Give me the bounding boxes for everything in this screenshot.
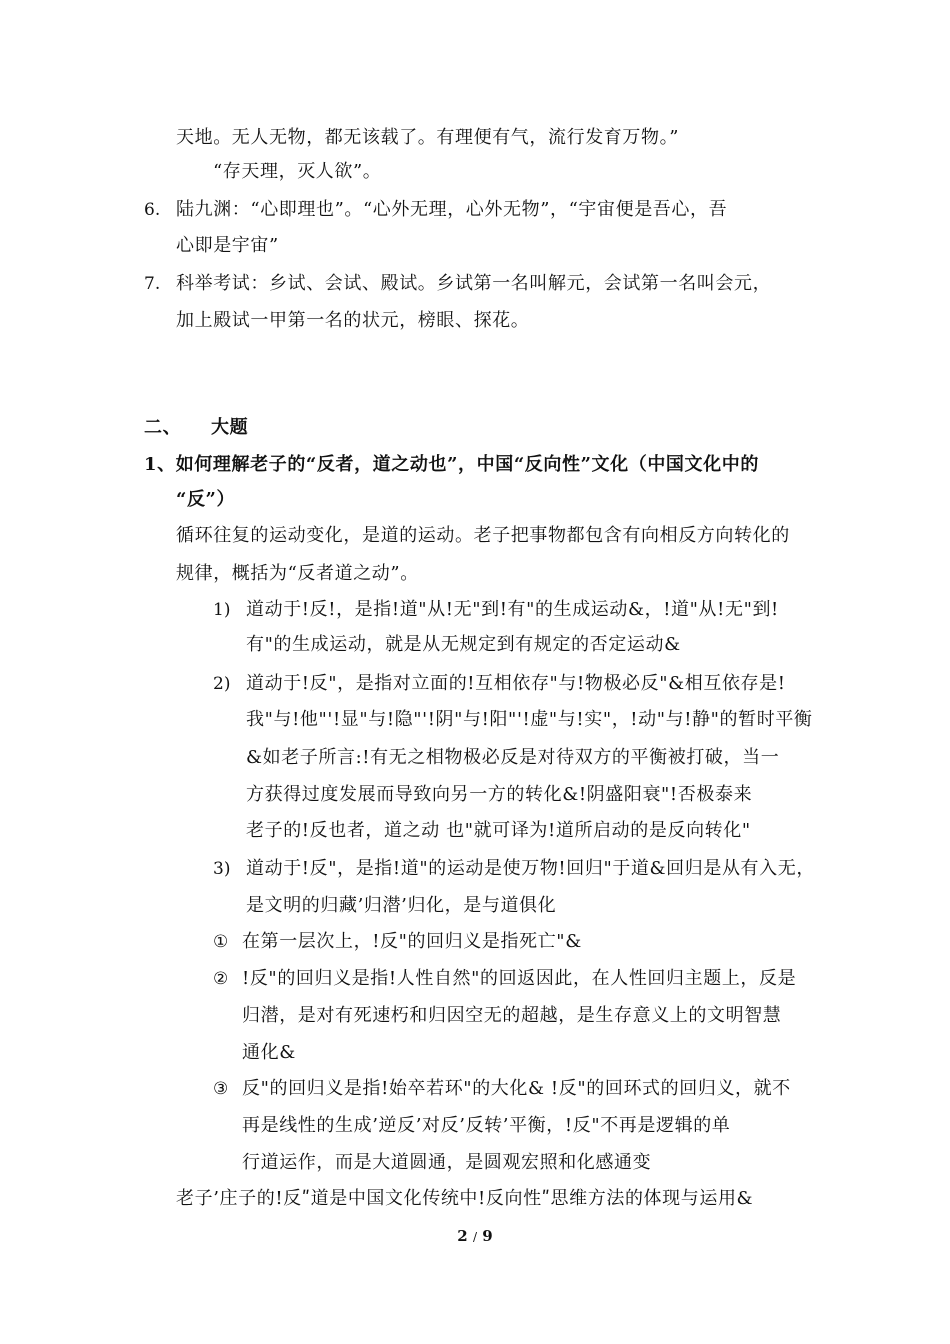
- list-item-number: 6.: [144, 200, 161, 220]
- page-separator: /: [472, 1230, 478, 1244]
- point-text: 有"的生成运动，就是从无规定到有规定的否定运动&: [246, 634, 681, 655]
- point-text: 道动于!反"，是指对立面的!互相依存"与!物极必反"&相互依存是!: [246, 673, 786, 694]
- total-pages: 9: [482, 1227, 493, 1245]
- page-number: [0, 1226, 950, 1247]
- circled-number: ③: [213, 1079, 229, 1099]
- intro-line-1: 天地。无人无物，都无该载了。有理便有气，流行发育万物。”: [176, 127, 679, 148]
- question-title: “反”）: [176, 489, 236, 510]
- circled-number: ①: [213, 932, 229, 952]
- circled-text: 归潜，是对有死速朽和归因空无的超越，是生存意义上的文明智慧: [242, 1005, 782, 1026]
- point-number: 3): [213, 859, 231, 879]
- point-text: 是文明的归藏’归潜’归化，是与道俱化: [246, 895, 557, 916]
- section-title: 大题: [211, 417, 249, 438]
- point-text: 道动于!反!，是指!道"从!无"到!有"的生成运动&，!道"从!无"到!: [246, 599, 779, 620]
- current-page: 2: [457, 1227, 468, 1245]
- question-title: 1、如何理解老子的“反者，道之动也”，中国“反向性”文化（中国文化中的: [144, 454, 759, 475]
- circled-text: !反"的回归义是指!人性自然"的回返因此，在人性回归主题上，反是: [242, 968, 797, 989]
- list-item-text: 陆九渊：“心即理也”。“心外无理，心外无物”，“宇宙便是吾心，吾: [176, 199, 728, 220]
- point-text: &如老子所言:!有无之相物极必反是对待双方的平衡被打破，当一: [246, 747, 780, 768]
- list-item-text: 加上殿试一甲第一名的状元，榜眼、探花。: [176, 310, 530, 331]
- circled-number: ②: [213, 969, 229, 989]
- point-text: 道动于!反"，是指!道"的运动是使万物!回归"于道&回归是从有入无，: [246, 858, 815, 879]
- circled-text: 在第一层次上，!反"的回归义是指死亡"&: [242, 931, 582, 952]
- answer-paragraph: 规律，概括为“反者道之动”。: [176, 563, 419, 584]
- list-item-number: 7.: [144, 274, 161, 294]
- list-item-text: 科举考试：乡试、会试、殿试。乡试第一名叫解元，会试第一名叫会元，: [176, 273, 772, 294]
- circled-text: 通化&: [242, 1042, 296, 1063]
- point-text: 老子的!反也者，道之动 也"就可译为!道所启动的是反向转化": [246, 820, 751, 841]
- answer-paragraph: 循环往复的运动变化，是道的运动。老子把事物都包含有向相反方向转化的: [176, 525, 790, 546]
- list-item-text: 心即是宇宙”: [176, 235, 279, 256]
- circled-text: 再是线性的生成’逆反’对反’反转’平衡，!反"不再是逻辑的单: [242, 1115, 731, 1136]
- circled-text: 反"的回归义是指!始卒若环"的大化& !反"的回环式的回归义，就不: [242, 1078, 791, 1099]
- intro-line-2: “存天理，灭人欲”。: [213, 161, 382, 182]
- section-number: 二、: [144, 417, 182, 438]
- closing-sentence: 老子’庄子的!反ʺ道是中国文化传统中!反向性ʺ思维方法的体现与运用&: [176, 1188, 754, 1209]
- point-text: 我"与!他"'!显"与!隐"'!阴"与!阳"'!虚"与!实"，!动"与!静"的暂时平衡: [246, 709, 813, 730]
- point-number: 2): [213, 674, 231, 694]
- point-text: 方获得过度发展而导致向另一方的转化&!阴盛阳衰"!否极泰来: [246, 784, 753, 805]
- point-number: 1): [213, 600, 231, 620]
- circled-text: 行道运作，而是大道圆通，是圆观宏照和化感通变: [242, 1152, 652, 1173]
